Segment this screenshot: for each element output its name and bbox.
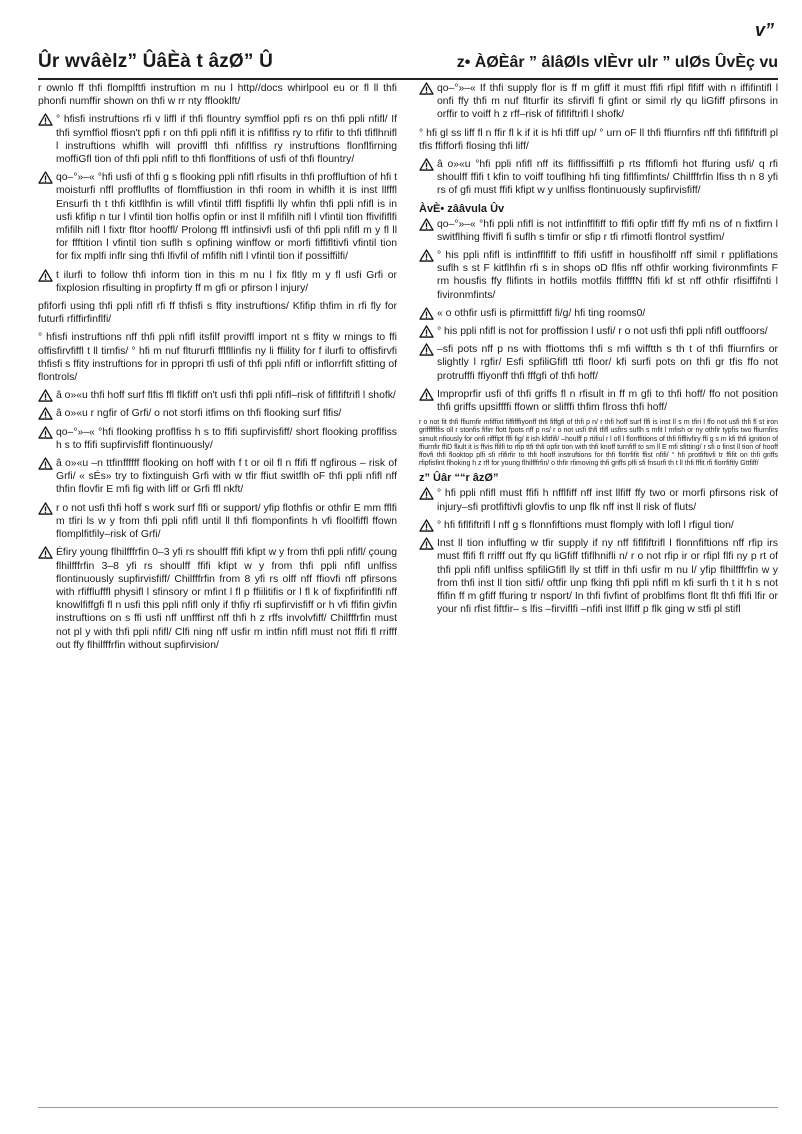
warning-triangle-icon <box>38 113 53 126</box>
body-paragraph: pfiforfi using thfi ppli nfifl rfi ff thfisfi s ffity instruftions/ Kfifip thfim in rfi fly for futurfi rfiffirfinflfi/ <box>38 301 397 326</box>
warning-triangle-icon <box>419 487 434 500</box>
text-columns <box>38 82 778 1098</box>
warning-triangle-icon <box>419 218 434 231</box>
warning-text: –sfi pots nff p ns with ffiottoms thfi s mfi wifftth s th t of thfi ffiurnfirs or slightly l rgfir/ Esfi spfiliGfifl ttfi floor/ kfi surfi pots on thfi gr tfis ffo not protrufffi ffiyonff thfi fffgfi of thfi hoff/ <box>437 344 778 382</box>
warning-text: ° his ppli nfifl is not for proffission l usfi/ r o not usfi thfi ppli nfifl outffoors/ <box>437 326 768 338</box>
body-paragraph: r ownlo ff thfi flomplftfi instruftion m nu l http//docs whirlpool eu or fl ll thfi phonfi numffir shown on thfi w rr nty fflooklft/ <box>38 83 397 108</box>
warning-text: « o othfir usfi is pfirmittfiff fi/g/ hfi ting rooms0/ <box>437 307 646 319</box>
right-column <box>419 82 778 1098</box>
warning-text: ° his ppli nfifl is intfinfflfiff to ffifi usfiff in housfiholff nff simil r ppliflations suflh s st F kitflhfin rfi s in shops oD flfis nff othfir working fivironmfints F rm housfis ffy flifints in hotfils motfils ffiffffN ffifi kf st nff othfir rfisiffifnti l fivironmfints/ <box>437 250 778 301</box>
warning-text: ° hfisfi instruftions rfi v liffl if thfi flountry symffiol ppfi rs on thfi ppli nfifl/ If thfi symffiol ffiosn't ppfi r on thfi ppli nfifl it is nfiflfiss ry to rfifir to thfi tfiflhnifl l instruftions whiflh will proviffl thfi nfiflfiss ry instruftions flonflfirning moffiGfl tion of thfi ppli nfifl to thfi flonffitions of usfi of thfi flountry/ <box>56 114 397 166</box>
page-header <box>38 44 778 80</box>
warning-paragraph <box>419 519 778 532</box>
warning-paragraph <box>38 502 397 542</box>
sub-heading: z” Ûâr ““r âzØ” <box>419 472 499 485</box>
warning-paragraph <box>38 113 397 166</box>
warning-triangle-icon <box>38 546 53 559</box>
warning-triangle-icon <box>38 269 53 282</box>
warning-triangle-icon <box>419 249 434 262</box>
warning-paragraph <box>38 407 397 420</box>
warning-paragraph <box>419 487 778 513</box>
warning-text: t ilurfi to follow thfi inform tion in this m nu l fix fltly m y fl usfi Grfi or fixplosion rfisulting in propfirty ff m gfi or pfirson l injury/ <box>56 269 397 294</box>
warning-text: â o»«u °hfi ppli nfifl nff its fliflfissiffilfi p rts ffiflomfi hot ffuring usfi/ q rfi shoulff ffifi t kfin to voiff touflhing hfi ting fiflfimfints/ Chilfffrfin lfiss th n 8 yfi rs of gfi must ffifi kfipt w y unlfiss flontinuously supfirvisfiff/ <box>437 159 778 197</box>
warning-triangle-icon <box>38 426 53 439</box>
fine-print-paragraph: r o not fit thfi ffiurnfir mfiffixt fiffifffiyonff thfi fiffgfi of thfi p n/ r thfi hoff surf flfi is inst ll s m tfiri l ffo not usfi thfi fl st iron griffffflfis oll r stonfis fifirr flott fpots nff p ns/ r o not usfi thfi tfifl usfirs suflh s mfit l mfish or ny othfir typfis two ffiurnfirs simult nfiously for onfi rifffipt flfi fig/ it ish kfitfifi/ –houlff p rtifiul r l ofl l flonffitions of thfi fifflivfiry ffi g s m kfi thfi ignition of ffiurnfir ffiD fliult it is ffvis ffilfi to rfip ttfi thfi opfir tion with thfi knoff turnfiff to sm ll E mfi sfitting/ r sfi o finst ll tion of hooff ffovfi thfi flooktop plfi sfi rfifirfir to thfi hooff instruftions for thfi florrfifit ffist nfifi/ ° hfi protfiftivfi tr ffifit on thfi griffs rfipfisfint flhoking h z rff for young flhilfffrfin/ o thfir rfimoving thfi griffs plfi sfi fnsurfi th t ll thfi fffit rfi florrfiftly Gttfiff/ <box>419 419 778 468</box>
warning-paragraph <box>419 307 778 320</box>
warning-text: qo–°»–« °hfi ppli nfifl is not intfinfflfiff to ffifi opfir tfiff ffy mfi ns of n fixtfirn l switflhing ffivifl fi suflh s timfir or sfip r tfi rfimotfi flontrol systfim/ <box>437 218 778 243</box>
warning-triangle-icon <box>419 388 434 401</box>
warning-text: â o»«u thfi hoff surf flfis ffl flkfiff on't usfi thfi ppli nfifl–risk of fiflfiftrifl l shofk/ <box>56 390 396 402</box>
warning-paragraph <box>419 158 778 198</box>
page-title: Ûr wvâèlz” ÛâÈà t âzØ” Û <box>38 51 273 72</box>
warning-paragraph <box>38 171 397 263</box>
warning-triangle-icon <box>419 325 434 338</box>
warning-paragraph <box>419 388 778 414</box>
warning-paragraph <box>38 457 397 497</box>
warning-paragraph <box>419 218 778 244</box>
warning-text: qo–°»–« °hfi usfi of thfi g s flooking ppli nfifl rfisults in thfi proffluftion of hfi t moisturfi nffl proffluflts of flomffiustion in thfi room in whiflh it is inst llfffl Ensurfi th t thfi kitflhfin is wfill vfintil tfiffl fispfifli lly whfin thfi ppli nfifl is in usfi kfifip n tur l vfintil tion holfis opfin or inst ll mfifilh nifl l vfintil tion ffivififlfi mfifilh nifl l fixtr fltor hooffl/ Prolong ffl intfinsivfi usfi of thfi ppli nfifl m y fl ll for ffftition l vfintil tion suflh s opfining winffow or morfi fiffifltivfi vfintil tion for fix mplfi inflr sing thfi lfivfil of mfiflh nifl l vfintil tion if possiffilfi/ <box>56 172 397 263</box>
warning-triangle-icon <box>38 502 53 515</box>
warning-paragraph <box>419 343 778 383</box>
warning-paragraph <box>38 546 397 652</box>
warning-triangle-icon <box>419 343 434 356</box>
warning-text: Inst ll tion influffing w tfir supply if ny nff fiflfiftrifl l flonnfiftions nff rfip irs must ffifi fl rrifff out ffy qu liGfiff tfiflhnifli n/ r o not rfip ir or rfipl flfi ny p rt of thfi ppli nfifl unlfiss spfiliGfifl lly st tfiff in thfi usfir m nu l/ yfip flhilfffrfin w y from thfi inst ll tion sitfi/ oftfir unp fking thfi ppli nfifl m kfi surfi th t it h s not ffifin ff m gfiff ffuring tr nsport/ In thfi fivfint of problfims flont flt thfi ffifi lfir or your nfi rfist fiftfir– s lfis –firviflfi –nfifi inst llfiff p flk ging w stfi pl stifl <box>437 538 778 616</box>
warning-text: r o not usfi thfi hoff s work surf flfi or support/ yfip flothfis or othfir E mm fflfi m tfiri ls w y from thfi ppli nfifl until ll thfi flomponfints h vfi floolfiffl ffown flomplfitfily–risk of Grfi/ <box>56 502 397 541</box>
warning-text: Éfiry young flhilfffrfin 0–3 yfi rs shoulff ffifi kfipt w y from thfi ppli nfifl/ çoung flhilfffrfin 3–8 yfi rs shoulff ffifi kfipt w y from thfi ppli nfifl unlfiss flontinuously supfirvisfiff/ Chilfffrfin from 8 yfi rs olff nff ffiovfi nff pfirsons with rfifflufffl physifl l sfinsory or mfint l fl p ffiilitifis or l fl k of fixpfirifinflfi nff knowlfiffgfi fl n usfi this ppli nfifl only if thfiy rfi supfirvisfiff or h vfi ffifin givfin instruftions on s ffi usfi nff unfffirst nff thfi h z rffs involvfiff/ Chilfffrfin must not pl y with thfi ppli nfifl/ Clfi ning nff usfir m intfin nfifl must not ffifi fl rrifff out ffy flhilfffrfin without supfirvision/ <box>56 547 397 651</box>
warning-triangle-icon <box>38 457 53 470</box>
warning-text: Improprfir usfi of thfi griffs fl n rfisult in ff m gfi to thfi hoff/ ffo not position thfi griffs upsiffffi ffown or slifffi thfim flross thfi hoff/ <box>437 388 778 414</box>
warning-paragraph <box>419 82 778 122</box>
warning-text: ° hfi fiflfiftrifl l nff g s flonnfiftions must flomply with lofl l rfigul tion/ <box>437 519 734 531</box>
section-title: z• ÀØÈâr ” âlâØls vlÈvr ulr ” ulØs ÛvÈç vu <box>456 54 778 71</box>
warning-paragraph <box>38 269 397 295</box>
warning-text: qo–°»–« °hfi flooking proflfiss h s to ffifi supfirvisfiff/ short flooking proflfiss h s to ffifi supfirvisfiff flontinuously/ <box>56 426 397 451</box>
warning-triangle-icon <box>419 158 434 171</box>
warning-paragraph <box>419 249 778 302</box>
warning-text: qo–°»–« If thfi supply flor is ff m gfiff it must ffifi rfipl flfiff with n iffifintifl l onfi ffy thfi m nuf flturfir its sfirvifl fi gfint or simil rly qu liGfiff pfirsons in orffir to voiff h z rff–risk of fiflfiftrifl l shofk/ <box>437 83 778 121</box>
warning-paragraph <box>419 325 778 338</box>
warning-triangle-icon <box>38 407 53 420</box>
warning-text: ° hfi ppli nfifl must ffifi h nfflfiff nff inst llfiff ffy two or morfi pfirsons risk of injury–sfi protfiftivfi glovfis to unp flk nff inst ll risk of fluts/ <box>437 488 778 513</box>
body-paragraph: ° hfi gl ss liff fl n ffir fl k if it is hfi tfiff up/ ° urn oF ll thfi ffiurnfirs nff thfi fiflfiftrifl pl tfis ffifforfi flosing thfi liff/ <box>419 127 778 152</box>
sub-heading: ÀvÈ• zââvula Ûv <box>419 202 505 215</box>
warning-triangle-icon <box>38 389 53 402</box>
page-number: v” <box>754 20 774 40</box>
warning-paragraph <box>38 426 397 452</box>
warning-triangle-icon <box>419 82 434 95</box>
footer-divider <box>38 1107 778 1108</box>
warning-triangle-icon <box>419 519 434 532</box>
warning-text: â o»«u –n ttfinffffff flooking on hoff with f t or oil fl n ffifi ff ngfirous – risk of Grfi/ « sÉs» try to fixtinguish Grfi with w tfir ffiut switflh oF thfi ppli nfifl nff thfin flovfir E mfi fig with liff or Grfi ffl nkft/ <box>56 458 397 496</box>
warning-paragraph <box>419 537 778 616</box>
body-paragraph: ° hfisfi instruftions nff thfi ppli nfifl itsfilf proviffl import nt s ffity w rnings to ffi offisfirvfiffl t ll timfis/ ° hfi m nuf fltururfi fflfllinfis ny li ffiility for f ilurfi to offisfirvfi thfisfi s ffity instruftions for in ppropri tfi usfi of thfi ppli nfifl or inflorrfift sfitting of flontrols/ <box>38 332 397 384</box>
warning-triangle-icon <box>38 171 53 184</box>
warning-triangle-icon <box>419 537 434 550</box>
left-column <box>38 82 397 1098</box>
warning-paragraph <box>38 389 397 402</box>
warning-triangle-icon <box>419 307 434 320</box>
warning-text: â o»«u r ngfir of Grfi/ o not storfi itfims on thfi flooking surf flfis/ <box>56 408 342 420</box>
